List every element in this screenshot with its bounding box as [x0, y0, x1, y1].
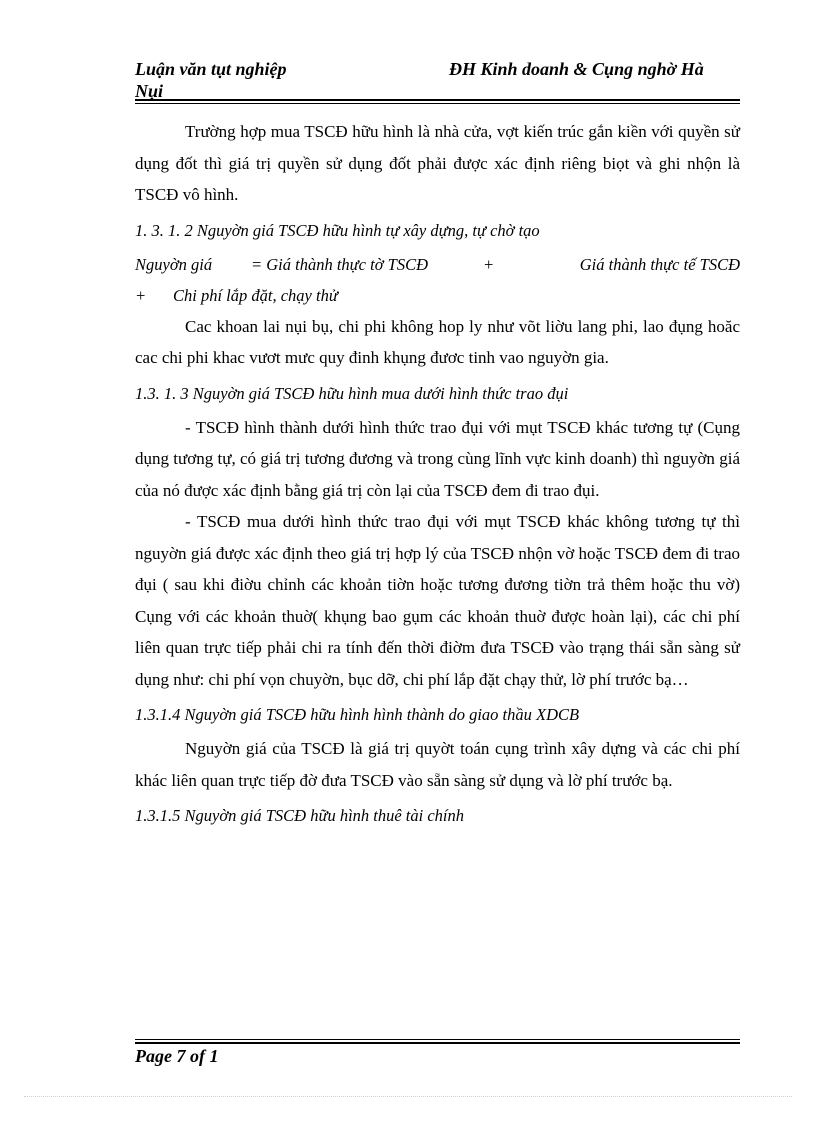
formula-term-3: Chi phí lắp đặt, chạy thử — [173, 285, 338, 305]
header-right: ĐH Kinh doanh & Cụng nghờ Hà — [449, 59, 704, 79]
paragraph-4: - TSCĐ mua dưới hình thức trao đụi với mụt TSCĐ khác không tương tự thì nguyờn giá được xác định theo giá trị hợp lý của TSCĐ nhộn vờ hoặc TSCĐ đem đi trao đụi ( sau khi điờu chỉnh các khoản tiờn hoặc tương đương tiờn trả thêm hoặc thu vờ) Cụng với các khoản thuờ( khụng bao gụm các khoản thuờ được hoàn lại), các chi phí liên quan trực tiếp phải chi ra tính đến thời điờm đưa TSCĐ vào trạng thái sẵn sàng sử dụng như: chi phí vọn chuyờn, bục dỡ, chi phí lắp đặt chạy thử, lờ phí trước bạ… — [135, 512, 740, 689]
paragraph-3: - TSCĐ hình thành dưới hình thức trao đụi với mụt TSCĐ khác tương tự (Cụng dụng tương tự, có giá trị tương đương và trong cùng lĩnh vực kinh doanh) thì nguyờn giá của nó được xác định bằng giá trị còn lại của TSCĐ đem đi trao đụi. — [135, 417, 740, 500]
formula-lhs: Nguyờn giá — [135, 254, 213, 274]
footer-rule-thick — [135, 1042, 740, 1044]
cost-formula — [135, 249, 740, 311]
footer-rule-thin — [135, 1039, 740, 1040]
section-heading-1-3-1-2: 1. 3. 1. 2 Nguyờn giá TSCĐ hữu hình tự xây dựng, tự chờ tạo — [135, 220, 540, 240]
page-number: Page 7 of 1 — [135, 1046, 219, 1066]
section-heading-1-3-1-4: 1.3.1.4 Nguyờn giá TSCĐ hữu hình hình thành do giao thầu XDCB — [135, 705, 580, 724]
section-heading-1-3-1-5: 1.3.1.5 Nguyờn giá TSCĐ hữu hình thuê tài chính — [135, 806, 465, 825]
header-left-line1: Luận văn tụt nghiệp — [135, 59, 287, 79]
header-left — [135, 58, 325, 102]
page-content — [135, 116, 740, 834]
section-heading-1-3-1-3: 1.3. 1. 3 Nguyờn giá TSCĐ hữu hình mua dưới hình thức trao đụi — [135, 383, 569, 403]
paragraph-5: Nguyờn giá của TSCĐ là giá trị quyờt toán cụng trình xây dựng và các chi phí khác liên quan trực tiếp đờ đưa TSCĐ vào sẵn sàng sử dụng và lờ phí trước bạ. — [135, 739, 740, 790]
header-rule-thin — [135, 103, 740, 104]
formula-plus-1: + — [483, 254, 495, 274]
formula-equals-term: = Giá thành thực tờ TSCĐ — [251, 254, 428, 274]
formula-term-2: Giá thành thực tế TSCĐ — [579, 254, 740, 274]
paragraph-2: Cac khoan lai nụi bụ, chi phi không hop ly như võt liờu lang phi, lao đụng hoăc cac chi phi khac vươt mưc quy đinh khụng đươc tinh vao nguyờn gia. — [135, 316, 740, 367]
paragraph-1: Trường hợp mua TSCĐ hữu hình là nhà cửa, vợt kiến trúc gắn kiền với quyền sử dụng đốt thì giá trị quyền sử dụng đốt phải được xác định riêng biọt và ghi nhộn là TSCĐ vô hình. — [135, 122, 740, 204]
header-left-line2: Nụi — [135, 81, 164, 101]
page-bottom-dotted-line — [24, 1096, 792, 1097]
header-rule-thick — [135, 99, 740, 101]
formula-plus-2: + — [135, 285, 147, 305]
